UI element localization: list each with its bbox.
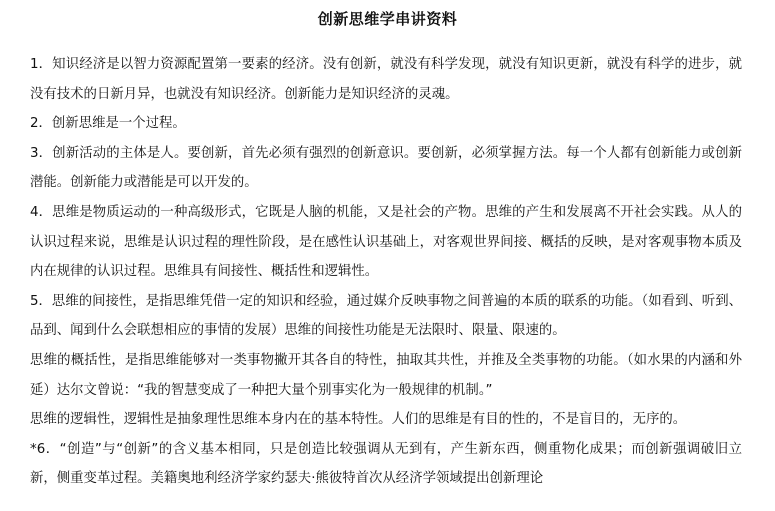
paragraph-1: 1．知识经济是以智力资源配置第一要素的经济。没有创新，就没有科学发现，就没有知识更新，就没有科学的进步，就没有技术的日新月异，也就没有知识经济。创新能力是知识经济的灵魂。 [30,57,742,102]
document-body [30,50,742,494]
paragraph-generality: 思维的概括性，是指思维能够对一类事物撇开其各自的特性，抽取其共性，并推及全类事物的功能。（如水果的内涵和外延）达尔文曾说：“我的智慧变成了一种把大量个别事实化为一般规律的机制。” [30,352,742,398]
document-title: 创新思维学串讲资料 [317,10,458,28]
paragraph-5: 5．思维的间接性，是指思维凭借一定的知识和经验，通过媒介反映事物之间普遍的本质的联系的功能。（如看到、听到、品到、闻到什么会联想相应的事情的发展）思维的间接性功能是无法限时、限量、限速的。 [30,293,742,339]
paragraph-logic: 思维的逻辑性，逻辑性是抽象理性思维本身内在的基本特性。人们的思维是有目的性的，不是盲目的，无序的。 [30,412,687,428]
paragraph-4: 4．思维是物质运动的一种高级形式，它既是人脑的机能，又是社会的产物。思维的产生和发展离不开社会实践。从人的认识过程来说，思维是认识过程的理性阶段，是在感性认识基础上，对客观世界间接、概括的反映，是对客观事物本质及内在规律的认识过程。思维具有间接性、概括性和逻辑性。 [30,204,742,280]
paragraph-6: *6．“创造”与“创新”的含义基本相同，只是创造比较强调从无到有，产生新东西，侧重物化成果；而创新强调破旧立新，侧重变革过程。美籍奥地利经济学家约瑟夫·熊彼特首次从经济学领域提出创新理论 [30,441,742,487]
paragraph-3: 3．创新活动的主体是人。要创新，首先必须有强烈的创新意识。要创新，必须掌握方法。每一个人都有创新能力或创新潜能。创新能力或潜能是可以开发的。 [30,145,742,191]
paragraph-2: 2．创新思维是一个过程。 [30,116,186,132]
